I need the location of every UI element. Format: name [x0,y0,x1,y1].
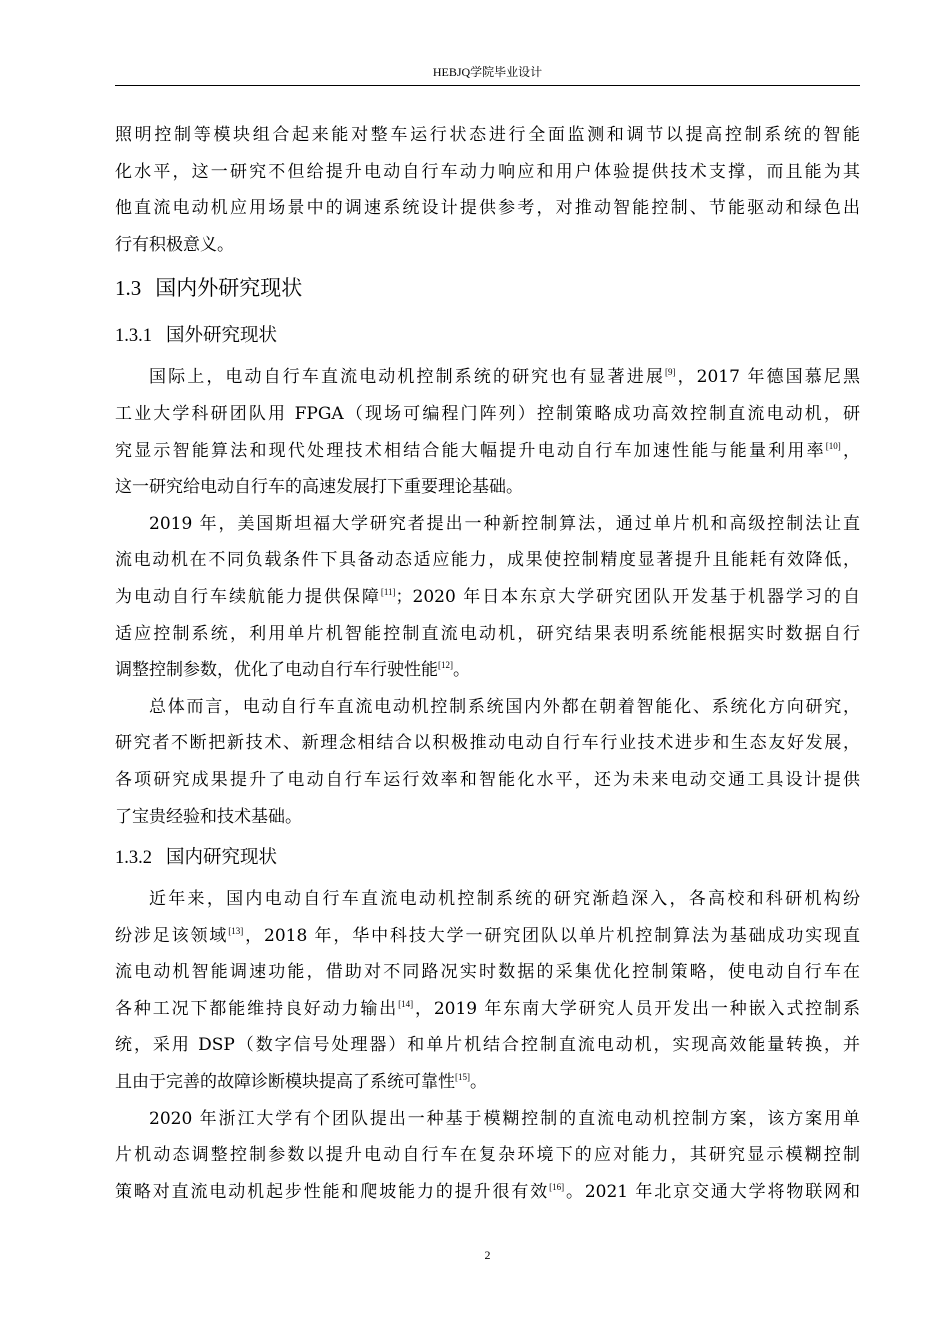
section-title: 国外研究现状 [166,325,278,347]
text-line [115,652,860,689]
text-line: 流电动机智能调速功能，借助对不同路况实时数据的采集优化控制策略，使电动自行车在 [115,962,860,983]
section-number: 1.3.2 [115,848,152,869]
text-run: 。2021 年北京交通大学将物联网和 [564,1181,861,1202]
text-run: 为电动自行车续航能力提供保障 [115,586,381,607]
header-rule [115,85,860,86]
citation: [9] [664,367,676,378]
text-line: 总体而言，电动自行车直流电动机控制系统国内外都在朝着智能化、系统化方向研究， [149,696,860,717]
text-run: 。 [470,1072,487,1093]
text-line [115,579,860,616]
text-run: ，2019 年东南大学研究人员开发出一种嵌入式控制系 [413,998,860,1019]
paragraph [115,359,860,505]
text-line: 他直流电动机应用场景中的调速系统设计提供参考，对推动智能控制、节能驱动和绿色出 [115,198,860,219]
text-line: 片机动态调整控制参数以提升电动自行车在复杂环境下的应对能力，其研究显示模糊控制 [115,1145,860,1166]
citation: [11] [380,586,396,597]
text-line: 化水平，这一研究不但给提升电动自行车动力响应和用户体验提供技术支撑，而且能为其 [115,161,860,182]
page-header: HEBJQ学院毕业设计 [432,65,543,79]
text-run: 。 [453,660,470,681]
page-number: 2 [484,1248,491,1262]
text-line [115,1174,860,1211]
text-run: ，2018 年，华中科技大学一研究团队以单片机控制算法为基础成功实现直 [243,925,861,946]
section-heading-1-3-1 [115,313,860,359]
text-line: 近年来，国内电动自行车直流电动机控制系统的研究渐趋深入，各高校和科研机构纷 [149,889,860,910]
citation: [16] [549,1181,565,1192]
section-title: 国内外研究现状 [155,276,303,301]
paragraph [115,689,860,835]
text-run: ，2017 年德国慕尼黑 [675,367,860,388]
text-run: 纷涉足该领域 [115,925,229,946]
text-line: 适应控制系统，利用单片机智能控制直流电动机，研究结果表明系统能根据实时数据自行 [115,623,860,644]
text-line: 这一研究给电动自行车的高速发展打下重要理论基础。 [115,477,523,498]
text-line: 照明控制等模块组合起来能对整车运行状态进行全面监测和调节以提高控制系统的智能 [115,125,860,145]
text-run: ， [840,440,861,461]
text-line: 研究者不断把新技术、新理念相结合以积极推动电动自行车行业技术进步和生态友好发展， [115,733,860,754]
section-title: 国内研究现状 [166,847,278,869]
citation: [12] [438,660,453,671]
text-run: 策略对直流电动机起步性能和爬坡能力的提升很有效 [115,1181,550,1202]
section-number: 1.3 [115,276,142,301]
text-run: 究显示智能算法和现代处理技术相结合能大幅提升电动自行车加速性能与能量利用率 [115,440,826,461]
text-run: 且由于完善的故障诊断模块提高了系统可靠性 [115,1072,455,1093]
text-line: 了宝贵经验和技术基础。 [115,806,302,827]
section-heading-1-3-2 [115,835,860,881]
citation: [15] [455,1072,470,1083]
text-run: 国际上，电动自行车直流电动机控制系统的研究也有显著进展 [149,367,665,388]
paragraph [115,1101,860,1211]
paragraph [115,881,860,1101]
text-line: 行有积极意义。 [115,234,234,255]
paragraph [115,117,860,263]
text-run: 调整控制参数，优化了电动自行车行驶性能 [115,660,438,681]
text-line: 统，采用 DSP（数字信号处理器）和单片机结合控制直流电动机，实现高效能量转换，并 [115,1035,860,1056]
text-line [115,918,860,955]
text-line [115,359,860,396]
section-heading-1-3 [115,263,860,313]
citation: [13] [228,925,244,936]
citation: [10] [825,440,841,451]
text-run: ；2020 年日本东京大学研究团队开发基于机器学习的自 [395,586,861,607]
text-line: 各项研究成果提升了电动自行车运行效率和智能化水平，还为未来电动交通工具设计提供 [115,769,860,790]
text-line: 2020 年浙江大学有个团队提出一种基于模糊控制的直流电动机控制方案，该方案用单 [149,1108,860,1129]
text-line: 2019 年，美国斯坦福大学研究者提出一种新控制算法，通过单片机和高级控制法让直 [149,513,860,534]
text-line [115,1064,860,1101]
section-number: 1.3.1 [115,326,152,347]
paragraph [115,506,860,689]
text-run: 各种工况下都能维持良好动力输出 [115,998,399,1019]
text-line [115,991,860,1028]
text-line [115,433,860,470]
text-line: 流电动机在不同负载条件下具备动态适应能力，成果使控制精度显著提升且能耗有效降低， [115,550,860,571]
citation: [14] [398,998,414,1009]
text-line: 工业大学科研团队用 FPGA（现场可编程门阵列）控制策略成功高效控制直流电动机，研 [115,403,860,424]
page-body [115,117,860,1210]
